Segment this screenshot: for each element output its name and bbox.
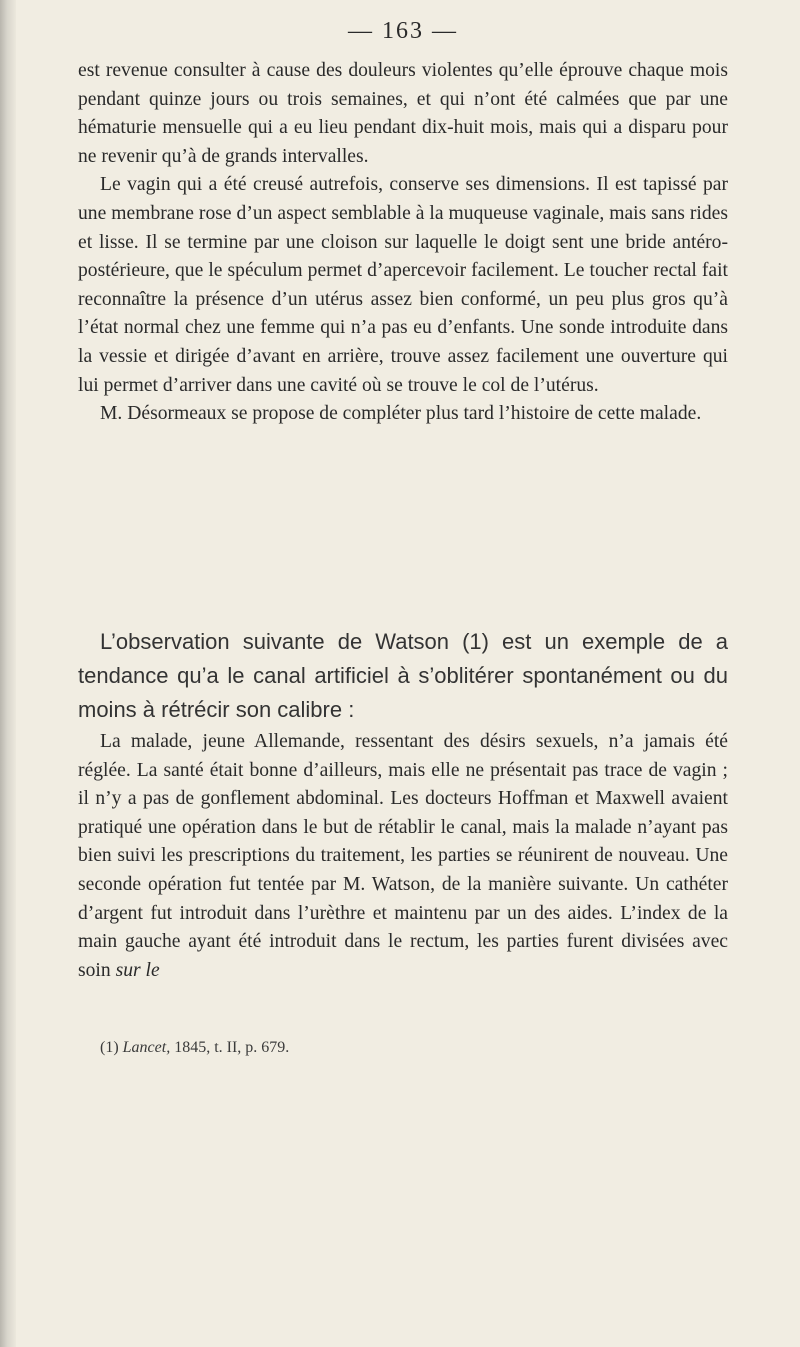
page-number: — 163 — [348,18,458,44]
footnote-marker: (1) [100,1039,119,1056]
observation-tail-italic: sur le [115,959,160,981]
paragraph-desormeaux: M. Désormeaux se propose de compléter plus tard l’histoire de cette malade. [100,403,702,425]
paragraph-continuation: est revenue consulter à cause des douleurs violentes qu’elle éprouve chaque mois pendant quinze jours ou trois semaines, et qui n’ont été calmées que par une hématurie mensuelle qui a eu lieu pendant dix-huit mois, mais qui a disparu pour ne revenir qu’à de grands intervalles. [78,60,728,167]
main-text-block [78,57,728,429]
scan-page-edge [0,0,16,1347]
footnote-source: Lancet, [122,1039,171,1056]
document-page [78,0,728,1347]
observation-text: La malade, jeune Allemande, ressentant des désirs sexuels, n’a jamais été réglée. La santé était bonne d’ailleurs, mais elle ne présentait pas trace de vagin ; il n’y a pas de gonflement abdominal. Les docteurs Hoffman et Maxwell avaient pratiqué une opération dans le but de rétablir le canal, mais la malade n’ayant pas bien suivi les prescriptions du traitement, les parties se réunirent de nouveau. Une seconde opération fut tentée par M. Watson, de la manière suivante. Un cathéter d’argent fut introduit dans l’urèthre et maintenu par un des aides. L’index de la main gauche ayant été introduit dans le rectum, les parties furent divisées avec soin [78,731,728,981]
footnote [100,1038,289,1058]
footnote-details: 1845, t. II, p. 679. [174,1039,290,1056]
paragraph-observation [78,728,728,985]
paragraph-vagin: Le vagin qui a été creusé autrefois, conserve ses dimensions. Il est tapissé par une membrane rose d’un aspect semblable à la muqueuse vaginale, mais sans rides et lisse. Il se termine par une cloison sur laquelle le doigt sent une bride antéro-postérieure, que le spéculum permet d’apercevoir facilement. Le toucher rectal fait reconnaître la présence d’un utérus assez bien conformé, un peu plus gros qu’à l’état normal chez une femme qui n’a pas eu d’enfants. Une sonde introduite dans la vessie et dirigée d’avant en arrière, trouve assez facilement une ouverture qui lui permet d’arriver dans une cavité où se trouve le col de l’utérus. [78,174,728,396]
section-heading-watson: L’observation suivante de Watson (1) est un exemple de a tendance qu’a le canal artificiel à s’oblitérer spontanément ou du moins à rétrécir son calibre : [78,629,728,722]
